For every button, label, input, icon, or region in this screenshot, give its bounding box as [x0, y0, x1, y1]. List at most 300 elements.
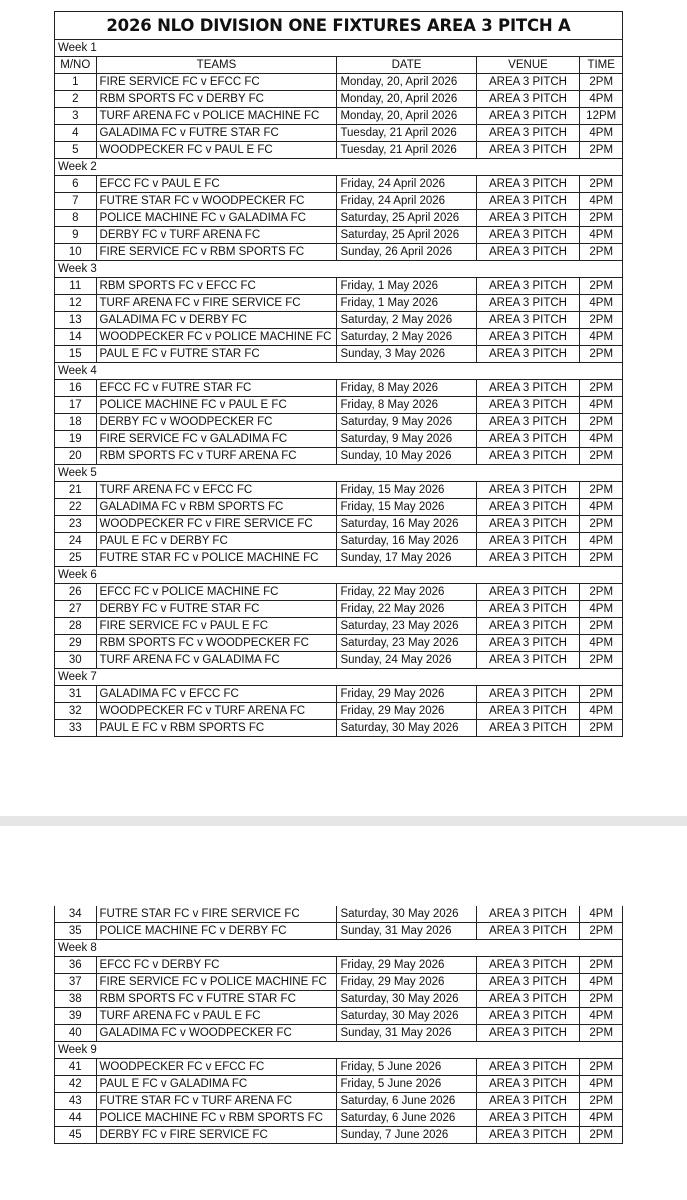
match-number: 3	[55, 108, 97, 125]
week-label: Week 8	[55, 940, 623, 957]
match-time: 2PM	[580, 210, 623, 227]
match-date: Monday, 20, April 2026	[337, 91, 476, 108]
match-teams: EFCC FC v DERBY FC	[96, 957, 337, 974]
match-venue: AREA 3 PITCH	[476, 346, 580, 363]
match-teams: FIRE SERVICE FC v RBM SPORTS FC	[96, 244, 337, 261]
fixture-row	[55, 91, 623, 108]
match-date: Saturday, 25 April 2026	[337, 210, 476, 227]
match-date: Saturday, 30 May 2026	[337, 991, 476, 1008]
match-teams: RBM SPORTS FC v TURF ARENA FC	[96, 448, 337, 465]
match-number: 10	[55, 244, 97, 261]
match-date: Saturday, 23 May 2026	[337, 618, 476, 635]
fixture-row	[55, 278, 623, 295]
match-venue: AREA 3 PITCH	[476, 499, 580, 516]
match-time: 2PM	[580, 448, 623, 465]
match-time: 4PM	[580, 329, 623, 346]
fixture-row	[55, 329, 623, 346]
match-number: 26	[55, 584, 97, 601]
match-teams: POLICE MACHINE FC v GALADIMA FC	[96, 210, 337, 227]
fixtures-table	[54, 11, 623, 737]
header-venue: VENUE	[476, 57, 580, 74]
match-number: 39	[55, 1008, 97, 1025]
match-time: 4PM	[580, 1076, 623, 1093]
match-time: 4PM	[580, 635, 623, 652]
match-date: Tuesday, 21 April 2026	[337, 142, 476, 159]
match-date: Friday, 1 May 2026	[337, 295, 476, 312]
header-teams: TEAMS	[96, 57, 337, 74]
match-number: 6	[55, 176, 97, 193]
week-row	[55, 567, 623, 584]
match-number: 13	[55, 312, 97, 329]
match-time: 4PM	[580, 974, 623, 991]
match-date: Friday, 29 May 2026	[337, 957, 476, 974]
match-venue: AREA 3 PITCH	[476, 1059, 580, 1076]
fixture-row	[55, 957, 623, 974]
fixture-row	[55, 974, 623, 991]
match-time: 4PM	[580, 1008, 623, 1025]
match-time: 2PM	[580, 923, 623, 940]
week-label: Week 4	[55, 363, 623, 380]
fixture-row	[55, 1127, 623, 1144]
week-label: Week 1	[55, 40, 623, 57]
match-teams: GALADIMA FC v FUTRE STAR FC	[96, 125, 337, 142]
match-date: Sunday, 10 May 2026	[337, 448, 476, 465]
match-number: 14	[55, 329, 97, 346]
match-teams: PAUL E FC v GALADIMA FC	[96, 1076, 337, 1093]
match-number: 31	[55, 686, 97, 703]
match-number: 22	[55, 499, 97, 516]
fixture-row	[55, 601, 623, 618]
match-date: Friday, 15 May 2026	[337, 499, 476, 516]
fixture-row	[55, 193, 623, 210]
match-date: Sunday, 7 June 2026	[337, 1127, 476, 1144]
match-number: 25	[55, 550, 97, 567]
match-time: 4PM	[580, 906, 623, 923]
match-time: 2PM	[580, 652, 623, 669]
match-number: 9	[55, 227, 97, 244]
match-venue: AREA 3 PITCH	[476, 397, 580, 414]
match-time: 2PM	[580, 414, 623, 431]
document-title: 2026 NLO DIVISION ONE FIXTURES AREA 3 PITCH A	[55, 12, 623, 40]
match-venue: AREA 3 PITCH	[476, 906, 580, 923]
match-venue: AREA 3 PITCH	[476, 635, 580, 652]
match-teams: GALADIMA FC v WOODPECKER FC	[96, 1025, 337, 1042]
match-time: 2PM	[580, 1059, 623, 1076]
match-teams: GALADIMA FC v DERBY FC	[96, 312, 337, 329]
match-date: Saturday, 25 April 2026	[337, 227, 476, 244]
match-venue: AREA 3 PITCH	[476, 1093, 580, 1110]
fixture-row	[55, 176, 623, 193]
match-venue: AREA 3 PITCH	[476, 1025, 580, 1042]
match-venue: AREA 3 PITCH	[476, 516, 580, 533]
match-number: 8	[55, 210, 97, 227]
fixture-row	[55, 1110, 623, 1127]
week-row	[55, 1042, 623, 1059]
match-teams: GALADIMA FC v RBM SPORTS FC	[96, 499, 337, 516]
match-date: Friday, 22 May 2026	[337, 601, 476, 618]
match-date: Sunday, 26 April 2026	[337, 244, 476, 261]
match-time: 2PM	[580, 584, 623, 601]
match-date: Saturday, 9 May 2026	[337, 414, 476, 431]
match-number: 36	[55, 957, 97, 974]
match-date: Saturday, 9 May 2026	[337, 431, 476, 448]
fixture-row	[55, 703, 623, 720]
match-venue: AREA 3 PITCH	[476, 108, 580, 125]
match-teams: DERBY FC v FUTRE STAR FC	[96, 601, 337, 618]
match-time: 4PM	[580, 91, 623, 108]
fixture-row	[55, 1008, 623, 1025]
match-venue: AREA 3 PITCH	[476, 601, 580, 618]
match-number: 35	[55, 923, 97, 940]
match-venue: AREA 3 PITCH	[476, 1008, 580, 1025]
match-teams: FUTRE STAR FC v POLICE MACHINE FC	[96, 550, 337, 567]
match-number: 41	[55, 1059, 97, 1076]
match-time: 2PM	[580, 312, 623, 329]
fixture-row	[55, 295, 623, 312]
match-time: 4PM	[580, 397, 623, 414]
match-time: 4PM	[580, 295, 623, 312]
match-number: 15	[55, 346, 97, 363]
match-number: 27	[55, 601, 97, 618]
match-date: Saturday, 6 June 2026	[337, 1093, 476, 1110]
fixtures-table-continued	[54, 906, 623, 1144]
match-date: Saturday, 23 May 2026	[337, 635, 476, 652]
match-teams: WOODPECKER FC v PAUL E FC	[96, 142, 337, 159]
week-row	[55, 669, 623, 686]
match-venue: AREA 3 PITCH	[476, 312, 580, 329]
match-date: Sunday, 3 May 2026	[337, 346, 476, 363]
match-venue: AREA 3 PITCH	[476, 584, 580, 601]
match-date: Friday, 29 May 2026	[337, 703, 476, 720]
match-date: Friday, 22 May 2026	[337, 584, 476, 601]
match-time: 2PM	[580, 550, 623, 567]
match-venue: AREA 3 PITCH	[476, 329, 580, 346]
match-time: 2PM	[580, 957, 623, 974]
match-number: 20	[55, 448, 97, 465]
fixture-row	[55, 431, 623, 448]
fixture-row	[55, 244, 623, 261]
match-teams: FUTRE STAR FC v WOODPECKER FC	[96, 193, 337, 210]
match-time: 2PM	[580, 380, 623, 397]
match-venue: AREA 3 PITCH	[476, 482, 580, 499]
match-time: 4PM	[580, 431, 623, 448]
match-teams: TURF ARENA FC v POLICE MACHINE FC	[96, 108, 337, 125]
match-teams: PAUL E FC v FUTRE STAR FC	[96, 346, 337, 363]
match-time: 2PM	[580, 720, 623, 737]
fixture-row	[55, 108, 623, 125]
match-number: 37	[55, 974, 97, 991]
header-date: DATE	[337, 57, 476, 74]
match-time: 2PM	[580, 74, 623, 91]
fixture-row	[55, 210, 623, 227]
match-venue: AREA 3 PITCH	[476, 1127, 580, 1144]
match-time: 4PM	[580, 227, 623, 244]
match-time: 4PM	[580, 703, 623, 720]
match-number: 43	[55, 1093, 97, 1110]
match-venue: AREA 3 PITCH	[476, 380, 580, 397]
match-time: 2PM	[580, 142, 623, 159]
match-venue: AREA 3 PITCH	[476, 957, 580, 974]
match-teams: EFCC FC v PAUL E FC	[96, 176, 337, 193]
match-number: 19	[55, 431, 97, 448]
match-number: 2	[55, 91, 97, 108]
match-venue: AREA 3 PITCH	[476, 923, 580, 940]
match-time: 2PM	[580, 278, 623, 295]
match-number: 38	[55, 991, 97, 1008]
match-teams: FIRE SERVICE FC v EFCC FC	[96, 74, 337, 91]
match-teams: TURF ARENA FC v PAUL E FC	[96, 1008, 337, 1025]
match-teams: WOODPECKER FC v FIRE SERVICE FC	[96, 516, 337, 533]
match-time: 4PM	[580, 1110, 623, 1127]
match-number: 4	[55, 125, 97, 142]
match-time: 2PM	[580, 991, 623, 1008]
match-date: Saturday, 16 May 2026	[337, 533, 476, 550]
match-venue: AREA 3 PITCH	[476, 1076, 580, 1093]
match-number: 12	[55, 295, 97, 312]
match-venue: AREA 3 PITCH	[476, 1110, 580, 1127]
fixture-row	[55, 516, 623, 533]
match-time: 4PM	[580, 193, 623, 210]
match-teams: RBM SPORTS FC v DERBY FC	[96, 91, 337, 108]
match-number: 40	[55, 1025, 97, 1042]
match-time: 2PM	[580, 176, 623, 193]
match-venue: AREA 3 PITCH	[476, 448, 580, 465]
match-venue: AREA 3 PITCH	[476, 720, 580, 737]
match-time: 4PM	[580, 601, 623, 618]
match-date: Sunday, 17 May 2026	[337, 550, 476, 567]
match-time: 2PM	[580, 1025, 623, 1042]
match-teams: TURF ARENA FC v EFCC FC	[96, 482, 337, 499]
fixtures-body-page-1	[55, 40, 623, 737]
match-number: 42	[55, 1076, 97, 1093]
match-teams: FUTRE STAR FC v TURF ARENA FC	[96, 1093, 337, 1110]
match-teams: TURF ARENA FC v GALADIMA FC	[96, 652, 337, 669]
title-row	[55, 12, 623, 40]
match-date: Saturday, 2 May 2026	[337, 312, 476, 329]
fixture-row	[55, 312, 623, 329]
match-teams: RBM SPORTS FC v EFCC FC	[96, 278, 337, 295]
fixture-row	[55, 533, 623, 550]
fixture-row	[55, 618, 623, 635]
match-teams: WOODPECKER FC v EFCC FC	[96, 1059, 337, 1076]
match-number: 32	[55, 703, 97, 720]
match-date: Friday, 29 May 2026	[337, 686, 476, 703]
match-teams: WOODPECKER FC v POLICE MACHINE FC	[96, 329, 337, 346]
match-teams: POLICE MACHINE FC v RBM SPORTS FC	[96, 1110, 337, 1127]
match-date: Saturday, 30 May 2026	[337, 720, 476, 737]
match-number: 29	[55, 635, 97, 652]
header-no: M/NO	[55, 57, 97, 74]
fixture-row	[55, 346, 623, 363]
match-date: Monday, 20, April 2026	[337, 74, 476, 91]
fixture-row	[55, 584, 623, 601]
fixture-row	[55, 142, 623, 159]
week-row	[55, 940, 623, 957]
match-date: Monday, 20, April 2026	[337, 108, 476, 125]
match-time: 4PM	[580, 499, 623, 516]
document-page-2	[0, 826, 687, 1200]
match-venue: AREA 3 PITCH	[476, 74, 580, 91]
match-date: Friday, 24 April 2026	[337, 193, 476, 210]
match-venue: AREA 3 PITCH	[476, 974, 580, 991]
fixture-row	[55, 414, 623, 431]
match-time: 4PM	[580, 125, 623, 142]
match-date: Friday, 15 May 2026	[337, 482, 476, 499]
match-time: 2PM	[580, 1127, 623, 1144]
match-number: 18	[55, 414, 97, 431]
match-number: 34	[55, 906, 97, 923]
match-teams: DERBY FC v TURF ARENA FC	[96, 227, 337, 244]
week-row	[55, 40, 623, 57]
match-venue: AREA 3 PITCH	[476, 176, 580, 193]
fixture-row	[55, 550, 623, 567]
match-number: 17	[55, 397, 97, 414]
match-date: Saturday, 16 May 2026	[337, 516, 476, 533]
header-time: TIME	[580, 57, 623, 74]
week-row	[55, 363, 623, 380]
match-time: 2PM	[580, 482, 623, 499]
fixture-row	[55, 482, 623, 499]
match-time: 2PM	[580, 686, 623, 703]
match-date: Friday, 5 June 2026	[337, 1059, 476, 1076]
match-date: Friday, 29 May 2026	[337, 974, 476, 991]
fixture-row	[55, 1076, 623, 1093]
match-time: 2PM	[580, 1093, 623, 1110]
match-number: 1	[55, 74, 97, 91]
match-venue: AREA 3 PITCH	[476, 278, 580, 295]
match-number: 44	[55, 1110, 97, 1127]
match-date: Saturday, 30 May 2026	[337, 906, 476, 923]
match-teams: FIRE SERVICE FC v PAUL E FC	[96, 618, 337, 635]
fixture-row	[55, 686, 623, 703]
match-time: 4PM	[580, 533, 623, 550]
match-date: Sunday, 24 May 2026	[337, 652, 476, 669]
week-label: Week 9	[55, 1042, 623, 1059]
match-venue: AREA 3 PITCH	[476, 652, 580, 669]
match-date: Saturday, 30 May 2026	[337, 1008, 476, 1025]
match-number: 21	[55, 482, 97, 499]
match-venue: AREA 3 PITCH	[476, 686, 580, 703]
match-number: 28	[55, 618, 97, 635]
fixture-row	[55, 1025, 623, 1042]
match-date: Friday, 5 June 2026	[337, 1076, 476, 1093]
match-number: 23	[55, 516, 97, 533]
match-venue: AREA 3 PITCH	[476, 193, 580, 210]
match-teams: EFCC FC v FUTRE STAR FC	[96, 380, 337, 397]
week-row	[55, 159, 623, 176]
match-teams: FIRE SERVICE FC v POLICE MACHINE FC	[96, 974, 337, 991]
match-teams: RBM SPORTS FC v FUTRE STAR FC	[96, 991, 337, 1008]
match-teams: DERBY FC v FIRE SERVICE FC	[96, 1127, 337, 1144]
match-number: 24	[55, 533, 97, 550]
match-time: 12PM	[580, 108, 623, 125]
fixture-row	[55, 448, 623, 465]
match-number: 7	[55, 193, 97, 210]
week-label: Week 2	[55, 159, 623, 176]
fixture-row	[55, 1059, 623, 1076]
week-label: Week 7	[55, 669, 623, 686]
match-teams: GALADIMA FC v EFCC FC	[96, 686, 337, 703]
match-date: Sunday, 31 May 2026	[337, 923, 476, 940]
match-venue: AREA 3 PITCH	[476, 991, 580, 1008]
match-time: 2PM	[580, 618, 623, 635]
match-teams: WOODPECKER FC v TURF ARENA FC	[96, 703, 337, 720]
match-number: 5	[55, 142, 97, 159]
match-venue: AREA 3 PITCH	[476, 227, 580, 244]
match-number: 16	[55, 380, 97, 397]
match-date: Tuesday, 21 April 2026	[337, 125, 476, 142]
match-venue: AREA 3 PITCH	[476, 210, 580, 227]
week-row	[55, 465, 623, 482]
match-venue: AREA 3 PITCH	[476, 703, 580, 720]
fixture-row	[55, 991, 623, 1008]
match-teams: POLICE MACHINE FC v PAUL E FC	[96, 397, 337, 414]
match-venue: AREA 3 PITCH	[476, 414, 580, 431]
match-date: Friday, 24 April 2026	[337, 176, 476, 193]
fixture-row	[55, 380, 623, 397]
fixtures-body-page-2	[55, 906, 623, 1144]
match-number: 30	[55, 652, 97, 669]
match-teams: PAUL E FC v DERBY FC	[96, 533, 337, 550]
fixture-row	[55, 125, 623, 142]
fixture-row	[55, 923, 623, 940]
fixture-row	[55, 74, 623, 91]
match-venue: AREA 3 PITCH	[476, 618, 580, 635]
match-date: Saturday, 2 May 2026	[337, 329, 476, 346]
week-label: Week 6	[55, 567, 623, 584]
match-date: Friday, 8 May 2026	[337, 397, 476, 414]
match-teams: FUTRE STAR FC v FIRE SERVICE FC	[96, 906, 337, 923]
fixture-row	[55, 1093, 623, 1110]
match-teams: RBM SPORTS FC v WOODPECKER FC	[96, 635, 337, 652]
match-teams: POLICE MACHINE FC v DERBY FC	[96, 923, 337, 940]
fixture-row	[55, 906, 623, 923]
match-teams: FIRE SERVICE FC v GALADIMA FC	[96, 431, 337, 448]
week-label: Week 3	[55, 261, 623, 278]
match-number: 11	[55, 278, 97, 295]
match-venue: AREA 3 PITCH	[476, 431, 580, 448]
match-venue: AREA 3 PITCH	[476, 244, 580, 261]
match-venue: AREA 3 PITCH	[476, 125, 580, 142]
match-venue: AREA 3 PITCH	[476, 91, 580, 108]
match-number: 45	[55, 1127, 97, 1144]
match-teams: EFCC FC v POLICE MACHINE FC	[96, 584, 337, 601]
match-number: 33	[55, 720, 97, 737]
match-time: 2PM	[580, 516, 623, 533]
match-date: Friday, 8 May 2026	[337, 380, 476, 397]
match-teams: DERBY FC v WOODPECKER FC	[96, 414, 337, 431]
fixture-row	[55, 652, 623, 669]
match-time: 2PM	[580, 346, 623, 363]
match-teams: PAUL E FC v RBM SPORTS FC	[96, 720, 337, 737]
fixture-row	[55, 397, 623, 414]
match-venue: AREA 3 PITCH	[476, 295, 580, 312]
match-venue: AREA 3 PITCH	[476, 533, 580, 550]
match-teams: TURF ARENA FC v FIRE SERVICE FC	[96, 295, 337, 312]
fixture-row	[55, 720, 623, 737]
fixture-row	[55, 499, 623, 516]
page-divider	[0, 816, 687, 826]
match-date: Saturday, 6 June 2026	[337, 1110, 476, 1127]
fixture-row	[55, 227, 623, 244]
match-date: Friday, 1 May 2026	[337, 278, 476, 295]
week-row	[55, 261, 623, 278]
match-venue: AREA 3 PITCH	[476, 550, 580, 567]
match-venue: AREA 3 PITCH	[476, 142, 580, 159]
match-date: Sunday, 31 May 2026	[337, 1025, 476, 1042]
week-label: Week 5	[55, 465, 623, 482]
fixture-row	[55, 635, 623, 652]
